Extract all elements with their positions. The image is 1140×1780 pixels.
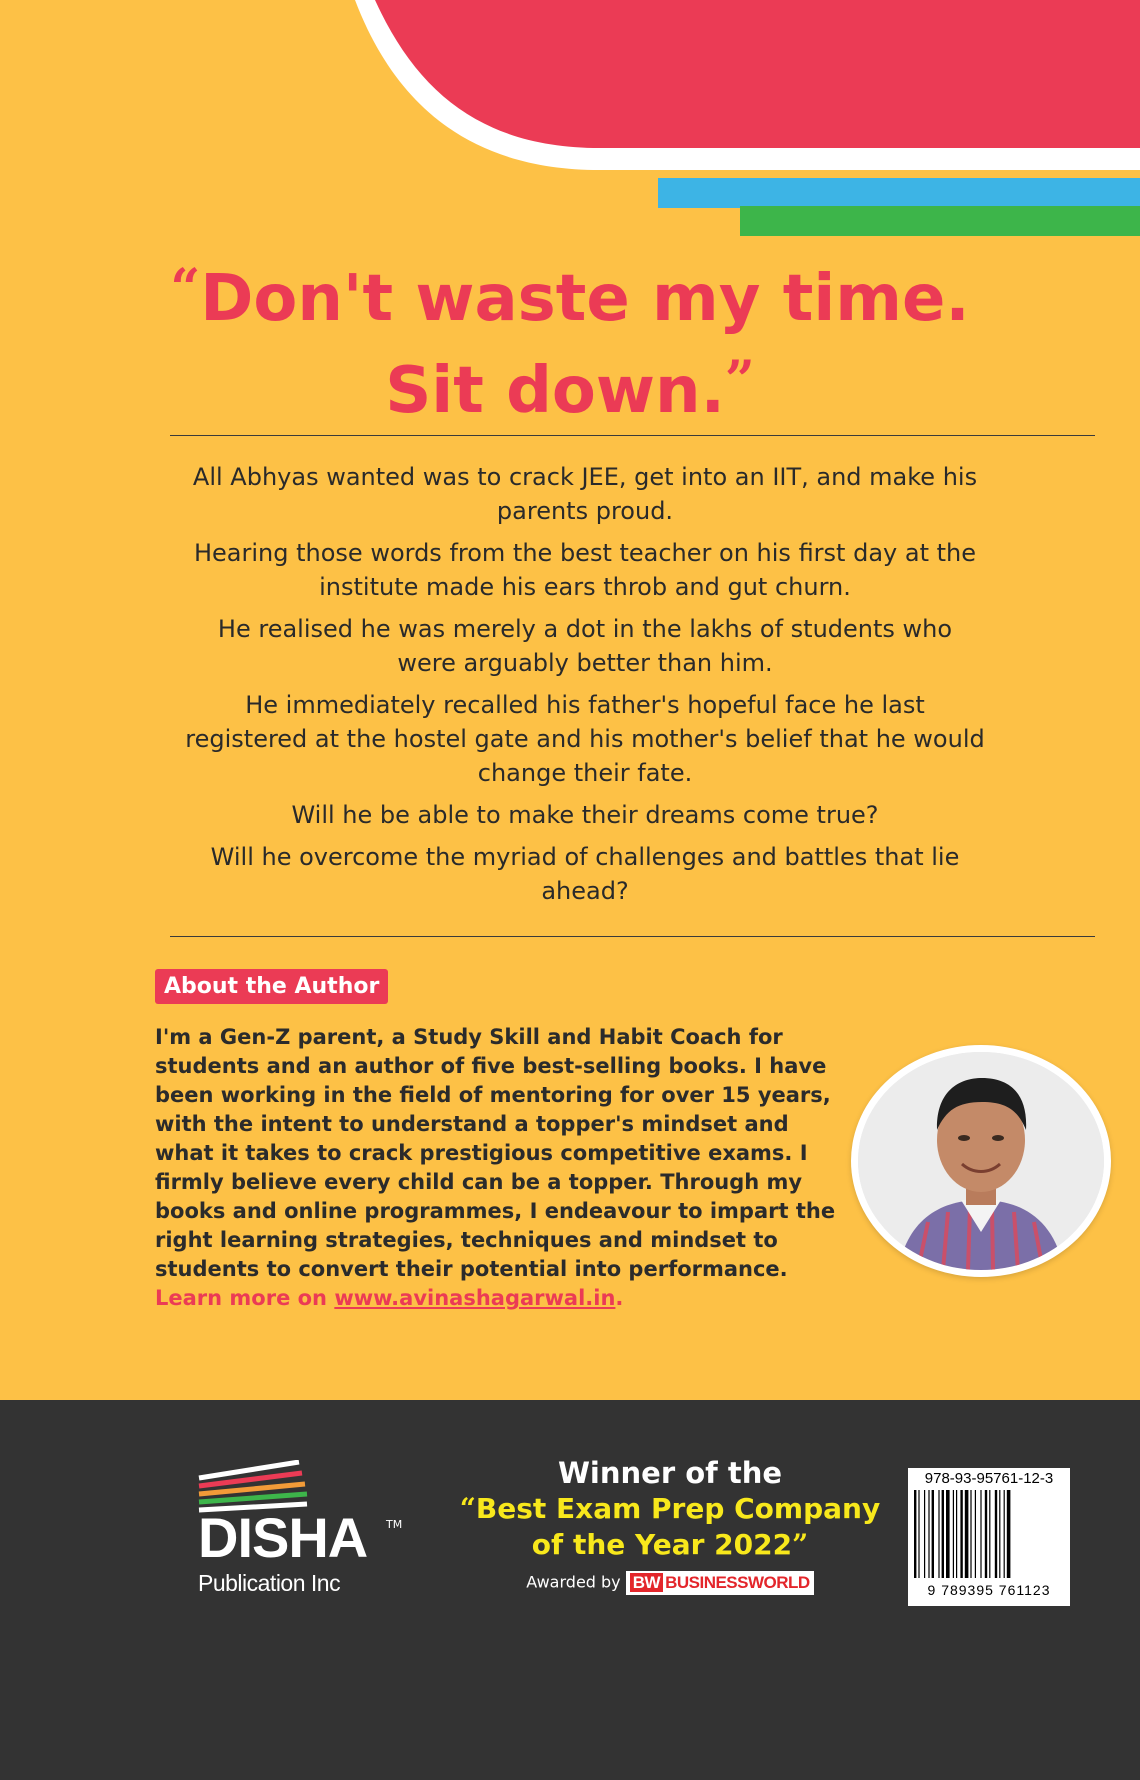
blurb-paragraph: He immediately recalled his father's hopeful face he last registered at the hostel gate and his mother's belief that he would change their fate.	[185, 691, 985, 787]
trademark-mark: TM	[386, 1518, 403, 1531]
barcode-digits: 9 789395 761123	[927, 1582, 1051, 1598]
author-photo	[851, 1045, 1111, 1277]
bw-name: BUSINESSWORLD	[665, 1573, 810, 1592]
headline-text-1: Don't waste my time.	[200, 262, 970, 336]
about-author-text: I'm a Gen-Z parent, a Study Skill and Habit Coach for students and an author of five best-selling books. I have been working in the field of mentoring for over 15 years, with the intent to understand a topper's mindset and what it takes to crack prestigious competitive exams. I firmly believe every child can be a topper. Through my books and online programmes, I endeavour to impart the right learning strategies, techniques and mindset to students to convert their potential into performance.	[155, 1025, 836, 1281]
about-author-badge: About the Author	[155, 969, 388, 1004]
blurb-paragraph: He realised he was merely a dot in the lakhs of students who were arguably better than him.	[217, 615, 953, 677]
learn-more-prefix: Learn more on	[155, 1286, 335, 1310]
publisher-subtitle: Publication Inc	[198, 1570, 341, 1596]
author-portrait-icon	[858, 1052, 1104, 1270]
author-website-link[interactable]: www.avinashagarwal.in	[334, 1286, 616, 1310]
award-open-quote: “	[459, 1492, 476, 1525]
headline-text-2: Sit down.	[385, 354, 725, 428]
blurb-paragraph: Will he overcome the myriad of challenges and battles that lie ahead?	[210, 843, 960, 905]
learn-more	[155, 1286, 623, 1310]
isbn-number: 978-93-95761-12-3	[924, 1470, 1054, 1487]
green-stripe	[740, 206, 1140, 236]
barcode-icon	[914, 1490, 1064, 1578]
award-name-text-2: of the Year 2022	[531, 1528, 793, 1561]
award-name-line-2	[420, 1527, 920, 1563]
top-decoration	[0, 0, 1140, 240]
award-name	[420, 1491, 920, 1563]
award-name-line-1	[420, 1491, 920, 1527]
red-swoosh	[375, 0, 1140, 148]
blue-stripe	[658, 178, 1140, 208]
learn-more-suffix: .	[615, 1286, 624, 1310]
headline-line-1	[0, 248, 1140, 340]
isbn-barcode	[908, 1468, 1070, 1606]
bw-mark: BW	[630, 1573, 663, 1592]
blurb-paragraph: Will he be able to make their dreams come true?	[291, 801, 879, 829]
blurb-paragraph: All Abhyas wanted was to crack JEE, get into an IIT, and make his parents proud.	[192, 463, 978, 525]
businessworld-logo	[626, 1571, 814, 1595]
award-name-text-1: Best Exam Prep Company	[475, 1492, 881, 1525]
headline-line-2	[0, 340, 1140, 432]
blurb-paragraph: Hearing those words from the best teacher on his first day at the institute made his ears throb and gut churn.	[193, 539, 976, 601]
awarded-by-label: Awarded by	[526, 1572, 621, 1592]
headline-quote	[0, 248, 1140, 432]
publisher-name: DISHA	[198, 1506, 368, 1569]
awarded-by	[420, 1571, 920, 1595]
award-close-quote: ”	[792, 1528, 809, 1561]
book-blurb	[185, 460, 985, 916]
divider-bottom	[170, 936, 1095, 937]
divider-top	[170, 435, 1095, 436]
award-title: Winner of the	[557, 1456, 783, 1490]
open-quote: “	[170, 258, 201, 319]
close-quote: ”	[724, 350, 755, 411]
award-block	[420, 1455, 920, 1595]
